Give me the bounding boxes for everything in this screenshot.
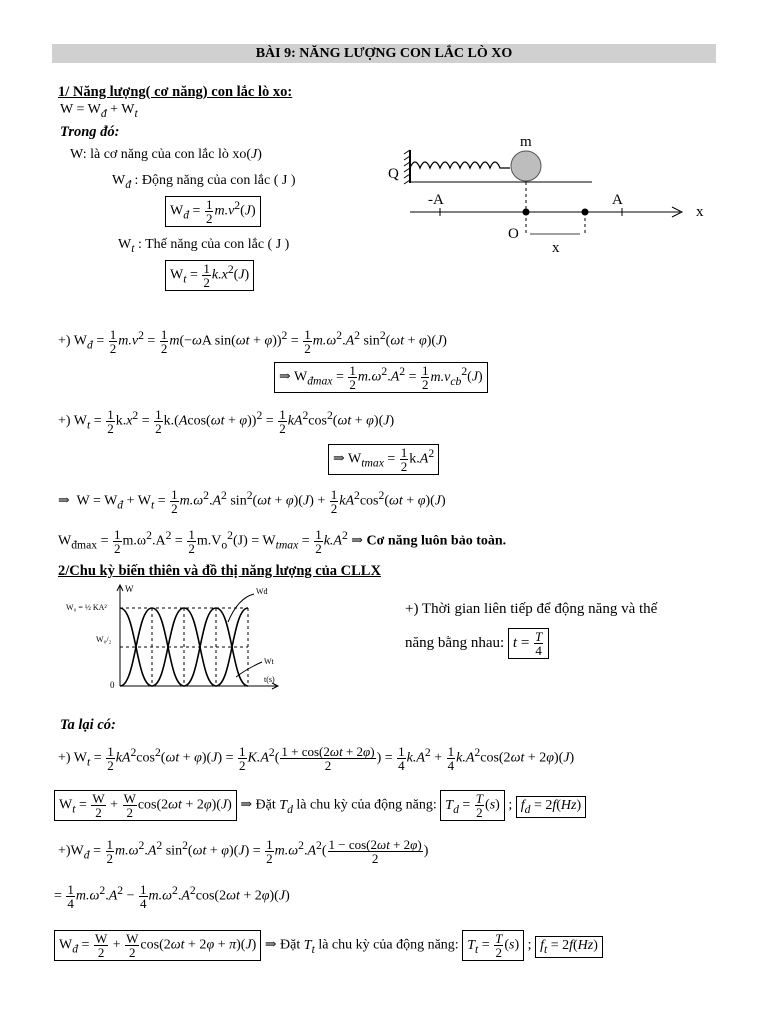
derivation-wt-expanded: +) $W_t$ = $\frac{1}{2}$ $kA^2\cos^2(\omega t + \varphi)(J)$ = $\frac{1}{2}$ $K.A^2$( $\frac{1 + \cos(2\omega t + 2\varphi)}{2}$ ) = $\frac{1}{4}$ $k.A^2$ + $\frac{1}{4}$ $k.A^2\cos(2\omega t + 2\varphi)(J)$ [58,744,575,773]
tt-box: $T_t$ = $\frac{T}{2}$ (s) [462,930,524,961]
label-x-axis: x [696,204,704,220]
mass-ball [511,151,541,181]
derivation-wt: +) $W_t$ = $\frac{1}{2}$ $k.x^2$ = $\frac{1}{2}$ $k.(Acos(\omega t + \varphi))^2$ = $\frac{1}{2}$ $kA^2\cos^2(\omega t + \varphi)(J)$ [58,407,395,436]
graph-label-zero: 0 [110,680,115,690]
spring-diagram [380,128,710,260]
td-box: $T_d$ = $\frac{T}{2}$ (s) [440,790,505,821]
energy-graph [60,582,300,694]
label-minus-a: -A [428,192,444,208]
derivation-w-total: ⇒ $W = W_đ + W_t$ = $\frac{1}{2}$ $m.\omega^2.A^2$ $\sin^2(\omega t + \varphi)(J)$ + $\frac{1}{2}$ $kA^2\cos^2(\omega t + \varphi)(J)$ [58,487,446,516]
wd-period-line: $W_đ$ = $\frac{W}{2}$ + $\frac{W}{2}$ cos(2ωt + 2φ + π)(J) ⇒ Đặt $T_t$ là chu kỳ của động năng: $T_t$ = $\frac{T}{2}$ (s) ; $f_t = 2f(Hz)$ [54,930,603,961]
w-description: W: là cơ năng của con lắc lò xo(J) [70,147,262,162]
wt-description: $W_t$ : Thế năng của con lắc ( J ) [118,237,290,255]
wt-max-box: ⇒ $W_{tmax}$ = $\frac{1}{2}$ $k.A^2$ [328,444,439,475]
label-x-displacement: x [552,240,560,256]
equal-energy-note-line2: năng bằng nhau: t = $\frac{T}{4}$ [405,628,549,659]
section3-heading: Ta lại có: [60,717,116,733]
energy-conservation-line: $W_{đmax}$ = $\frac{1}{2}$ $m.\omega^2.A^2$ = $\frac{1}{2}$ $m.V_o^2(J) = W_{tmax}$ = $\frac{1}{2}$ $k.A^2$ ⇒ Cơ năng luôn bảo toàn. [58,527,507,556]
quarter-period-box: t = $\frac{T}{4}$ [508,628,549,659]
graph-label-wd: Wđ [256,587,268,596]
page-title: BÀI 9: NĂNG LƯỢNG CON LẮC LÒ XO [52,44,716,63]
label-q: Q [388,166,399,182]
wd-formula-box: $W_đ$ = $\frac{1}{2}$ $m.v^2(J)$ [165,196,261,227]
wd-max-box: ⇒ $W_{đmax}$ = $\frac{1}{2}$ $m.\omega^2.A^2$ = $\frac{1}{2}$ $m.v_{cb}^2(J)$ [274,362,488,393]
derivation-wd: +) $W_đ$ = $\frac{1}{2}$ $m.v^2$ = $\frac{1}{2}$ m(−ωA sin(ωt + φ))$^2$ = $\frac{1}{2}$ $m.\omega^2.A^2$ $\sin^2(\omega t + \varphi)(J)$ [58,327,447,356]
graph-label-w0: W₀ = ½ KA² [66,603,107,612]
wd-description: $W_đ$ : Động năng của con lắc ( J ) [112,173,296,191]
derivation-wd-expanded: $+)W_đ$ = $\frac{1}{2}$ $m.\omega^2.A^2$ $\sin^2(\omega t + \varphi)(J)$ = $\frac{1}{2}$ $m.\omega^2.A^2$( $\frac{1 - \cos(2\omega t + 2\varphi)}{2}$ ) [58,837,429,866]
derivation-wd-simplified: = $\frac{1}{4}$ $m.\omega^2.A^2$ − $\frac{1}{4}$ $m.\omega^2.A^2\cos(2\omega t + 2\varphi)(J)$ [54,882,290,911]
graph-label-t: t(s) [264,675,275,684]
formula-total: $W = W_đ + W_t$ [60,102,138,120]
label-o: O [508,226,519,242]
trong-do-label: Trong đó: [60,124,120,140]
wd-result-box: $W_đ$ = $\frac{W}{2}$ + $\frac{W}{2}$ cos(2ωt + 2φ + π)(J) [54,930,261,961]
wt-formula-box: $W_t$ = $\frac{1}{2}$ $k.x^2(J)$ [165,260,254,291]
graph-label-w0-half: W₀/₂ [96,635,112,644]
graph-label-wt: Wt [264,657,274,666]
wt-result-box: $W_t$ = $\frac{W}{2}$ + $\frac{W}{2}$ cos(2ωt + 2φ)(J) [54,790,237,821]
equal-energy-note-line1: +) Thời gian liên tiếp để động năng và thế [405,601,658,617]
spring-coil [410,162,510,168]
section2-heading: 2/Chu kỳ biến thiên và đồ thị năng lượng của CLLX [58,563,381,579]
label-a: A [612,192,623,208]
ft-box: $f_t = 2f(Hz)$ [535,936,603,958]
graph-axis-w: W [125,584,134,594]
wt-period-line: $W_t$ = $\frac{W}{2}$ + $\frac{W}{2}$ cos(2ωt + 2φ)(J) ⇒ Đặt $T_d$ là chu kỳ của động năng: $T_d$ = $\frac{T}{2}$ (s) ; $f_d = 2f(Hz)$ [54,790,586,821]
fd-box: $f_d = 2f(Hz)$ [516,796,586,818]
section1-heading: 1/ Năng lượng( cơ năng) con lắc lò xo: [58,84,293,100]
label-m: m [520,134,532,150]
conservation-statement: Cơ năng luôn bảo toàn. [366,533,507,549]
